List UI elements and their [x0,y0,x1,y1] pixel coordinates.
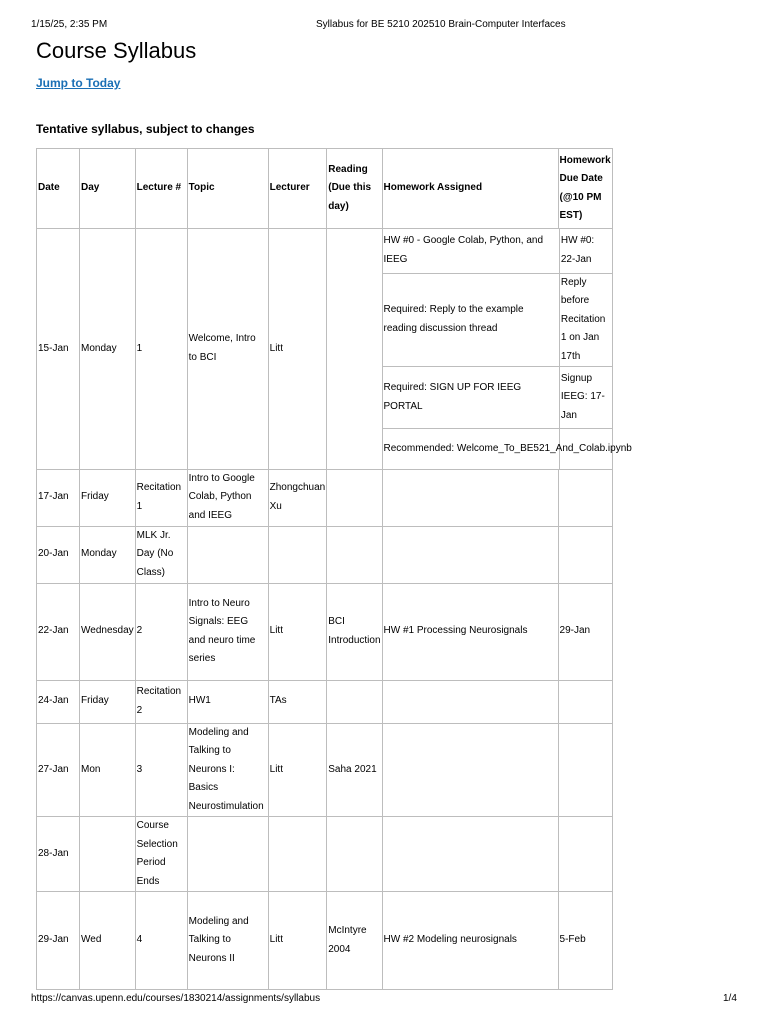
cell-homework-due [558,817,612,892]
cell-homework-due [558,680,612,723]
cell-topic: Intro to Google Colab, Python and IEEG [187,469,268,526]
cell-homework-assigned [382,526,558,583]
table-row [37,680,613,723]
cell-date: 22-Jan [37,583,80,680]
cell-lecturer: Litt [268,723,327,817]
cell-reading: Saha 2021 [327,723,382,817]
cell-homework-due: HW #0: 22-Jan [559,229,611,273]
cell-day: Mon [80,723,136,817]
cell-reading [327,526,382,583]
header-day: Day [80,149,136,229]
cell-lecturer: TAs [268,680,327,723]
cell-reading [327,680,382,723]
cell-lecturer [268,817,327,892]
cell-lecturer: Litt [268,229,327,470]
cell-homework-assigned: Required: Reply to the example reading discussion thread [383,273,560,367]
syllabus-table-wrapper [36,148,632,990]
cell-lecturer: Zhongchuan Xu [268,469,327,526]
syllabus-subtitle: Tentative syllabus, subject to changes [36,122,255,136]
table-row [37,817,613,892]
table-row [37,892,613,990]
homework-subtable-cell [382,229,632,470]
cell-topic: Welcome, Intro to BCI [187,229,268,470]
cell-homework-due: Signup IEEG: 17-Jan [559,367,611,429]
cell-reading: McIntyre 2004 [327,892,382,990]
cell-lecture: Recitation 2 [135,680,187,723]
cell-date: 17-Jan [37,469,80,526]
cell-homework-due [558,526,612,583]
cell-homework-assigned [382,680,558,723]
cell-homework-assigned: HW #2 Modeling neurosignals [382,892,558,990]
cell-topic: Intro to Neuro Signals: EEG and neuro time series [187,583,268,680]
cell-date: 20-Jan [37,526,80,583]
cell-day: Monday [80,526,136,583]
cell-day: Friday [80,680,136,723]
print-page-title: Syllabus for BE 5210 202510 Brain-Computer Interfaces [316,19,566,30]
cell-homework-assigned [382,723,558,817]
header-date: Date [37,149,80,229]
cell-lecture: 4 [135,892,187,990]
cell-reading [327,817,382,892]
cell-homework-assigned: HW #0 - Google Colab, Python, and IEEG [383,229,560,273]
homework-row [383,367,612,429]
cell-topic [187,526,268,583]
homework-row [383,273,612,367]
cell-lecture: 3 [135,723,187,817]
cell-lecturer: Litt [268,892,327,990]
table-row [37,469,613,526]
cell-day [80,817,136,892]
cell-day: Monday [80,229,136,470]
syllabus-table [36,148,632,990]
header-reading: Reading (Due this day) [327,149,382,229]
cell-lecture: 2 [135,583,187,680]
homework-row [383,229,612,273]
table-row [37,229,613,470]
cell-topic: Modeling and Talking to Neurons II [187,892,268,990]
cell-reading [327,469,382,526]
cell-date: 29-Jan [37,892,80,990]
homework-subtable [383,229,632,469]
cell-lecture: Recitation 1 [135,469,187,526]
cell-homework-assigned: HW #1 Processing Neurosignals [382,583,558,680]
cell-lecture: 1 [135,229,187,470]
print-page-number: 1/4 [723,993,737,1004]
cell-date: 28-Jan [37,817,80,892]
cell-homework-due [558,469,612,526]
table-row [37,526,613,583]
cell-day: Friday [80,469,136,526]
cell-lecturer: Litt [268,583,327,680]
cell-lecture: Course Selection Period Ends [135,817,187,892]
cell-reading [327,229,382,470]
cell-reading: BCI Introduction [327,583,382,680]
cell-date: 24-Jan [37,680,80,723]
print-datetime: 1/15/25, 2:35 PM [31,19,108,30]
table-row [37,583,613,680]
header-lecturer: Lecturer [268,149,327,229]
page-title: Course Syllabus [36,38,197,63]
cell-homework-due: 29-Jan [558,583,612,680]
cell-homework-due: 5-Feb [558,892,612,990]
header-homework-assigned: Homework Assigned [382,149,558,229]
cell-topic: HW1 [187,680,268,723]
cell-homework-assigned [382,817,558,892]
cell-topic: Modeling and Talking to Neurons I: Basics Neurostimulation [187,723,268,817]
cell-day: Wednesday [80,583,136,680]
cell-homework-assigned [382,469,558,526]
jump-to-today-link[interactable]: Jump to Today [36,76,121,90]
cell-homework-assigned: Recommended: Welcome_To_BE521_And_Colab.ipynb [383,429,560,469]
print-url: https://canvas.upenn.edu/courses/1830214/assignments/syllabus [31,993,321,1004]
homework-row [383,429,612,469]
header-homework-due: Homework Due Date (@10 PM EST) [558,149,612,229]
cell-lecture: MLK Jr. Day (No Class) [135,526,187,583]
cell-homework-due: Reply before Recitation 1 on Jan 17th [559,273,611,367]
header-lecture: Lecture # [135,149,187,229]
cell-day: Wed [80,892,136,990]
table-row [37,723,613,817]
cell-date: 27-Jan [37,723,80,817]
cell-topic [187,817,268,892]
header-topic: Topic [187,149,268,229]
cell-lecturer [268,526,327,583]
cell-date: 15-Jan [37,229,80,470]
cell-homework-due [558,723,612,817]
table-header-row [37,149,613,229]
cell-homework-assigned: Required: SIGN UP FOR IEEG PORTAL [383,367,560,429]
